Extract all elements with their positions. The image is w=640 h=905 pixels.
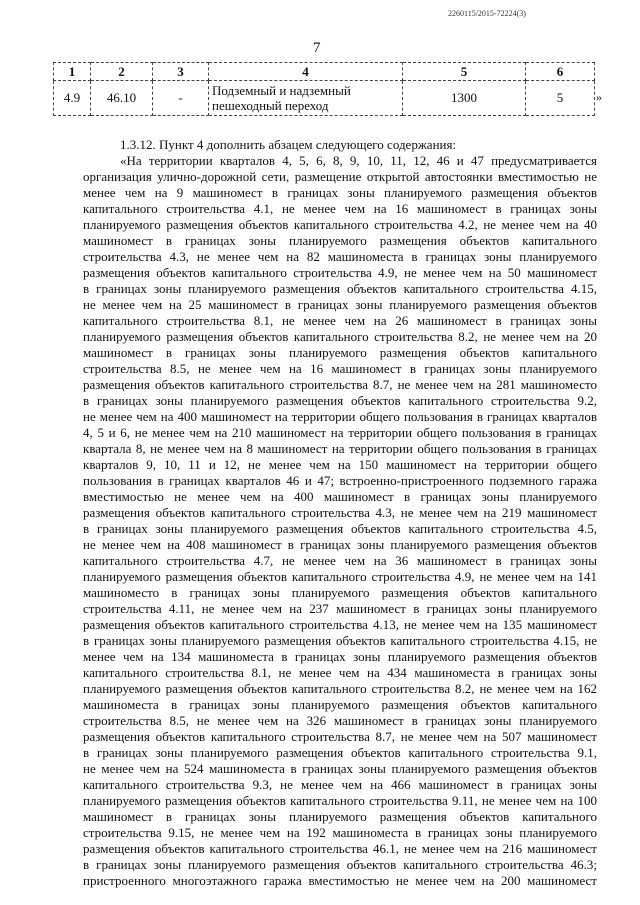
- text-line: менее чем на 9 машиномест в границах зоны планируемого размещения объектов: [83, 185, 597, 200]
- text-line: капитального строительства 4.1, не менее чем на 16 машиномест в границах зоны: [83, 201, 597, 216]
- text-line: кварталов 9, 10, 11 и 12, не менее чем на 150 машиномест на территории общего: [83, 457, 597, 472]
- text-line: строительства 4.3, не менее чем на 82 машиноместа в границах зоны планируемого: [83, 249, 597, 264]
- text-line: планируемого размещения объектов капитального строительства 4.9, не менее чем на 141: [83, 569, 597, 584]
- text-line: машиноместо в границах зоны планируемого размещения объектов капитального: [83, 585, 597, 600]
- text-line: не менее чем на 408 машиномест в границах зоны планируемого размещения объектов: [83, 537, 597, 552]
- text-line: строительства 9.15, не менее чем на 192 машиноместа в границах зоны планируемого: [83, 825, 597, 840]
- column-header: 3: [153, 63, 209, 81]
- text-line: в границах зоны планируемого размещения объектов капитального строительства 46.3;: [83, 857, 597, 872]
- document-id: 2260115/2015-72224(3): [448, 9, 526, 18]
- text-line: не менее чем на 25 машиномест в границах зоны планируемого размещения объектов: [83, 297, 597, 312]
- text-line: организация улично-дорожной сети, размещение открытой автостоянки вместимостью не: [83, 169, 597, 184]
- page-number: 7: [313, 40, 321, 56]
- text-line: размещения объектов капитального строительства 46.1, не менее чем на 216 машиномест: [83, 841, 597, 856]
- column-header: 1: [54, 63, 91, 81]
- table-cell: 4.9: [54, 81, 91, 116]
- table-cell: 1300: [403, 81, 526, 116]
- column-header: 5: [403, 63, 526, 81]
- text-line: планируемого размещения объектов капитального строительства 8.2, не менее чем на 20: [83, 329, 597, 344]
- text-line: в границах зоны планируемого размещения объектов капитального строительства 4.15,: [83, 281, 597, 296]
- closing-quote: »: [596, 90, 602, 104]
- text-line: размещения объектов капитального строительства 4.9, не менее чем на 50 машиномест: [83, 265, 597, 280]
- text-line: строительства 8.5, не менее чем на 16 машиномест в границах зоны планируемого: [83, 361, 597, 376]
- text-line: пристроенного многоэтажного гаража вместимостью не менее чем на 200 машиномест: [83, 873, 597, 888]
- table-cell: 5: [526, 81, 595, 116]
- column-header: 6: [526, 63, 595, 81]
- facilities-table: [53, 62, 595, 116]
- text-line: не менее чем на 524 машиноместа в границах зоны планируемого размещения объектов: [83, 761, 597, 776]
- text-line: капитального строительства 8.1, не менее чем на 26 машиномест в границах зоны: [83, 313, 597, 328]
- text-line: квартала 8, не менее чем на 8 машиномест на территории общего пользования в границах: [83, 441, 597, 456]
- text-line: не менее чем на 400 машиномест на территории общего пользования в границах кварталов: [83, 409, 597, 424]
- table-header-row: [54, 63, 595, 81]
- column-header: 2: [91, 63, 153, 81]
- text-line: в границах зоны планируемого размещения объектов капитального строительства 4.5,: [83, 521, 597, 536]
- text-line: размещения объектов капитального строительства 8.7, не менее чем на 507 машиномест: [83, 729, 597, 744]
- body-text: [83, 137, 597, 889]
- text-line: машиномест в границах зоны планируемого размещения объектов капитального: [83, 233, 597, 248]
- text-line: в границах зоны планируемого размещения объектов капитального строительства 9.2,: [83, 393, 597, 408]
- table-cell: Подземный и надземный пешеходный переход: [209, 81, 403, 116]
- text-line: планируемого размещения объектов капитального строительства 4.2, не менее чем на 40: [83, 217, 597, 232]
- text-line: капитального строительства 9.3, не менее чем на 466 машиномест в границах зоны: [83, 777, 597, 792]
- text-line: капитального строительства 8.1, не менее чем на 434 машиноместа в границах зоны: [83, 665, 597, 680]
- text-line: 4, 5 и 6, не менее чем на 210 машиномест на территории общего пользования в границах: [83, 425, 597, 440]
- text-line: вместимостью не менее чем на 400 машиномест в границах зоны планируемого: [83, 489, 597, 504]
- text-line: размещения объектов капитального строительства 4.3, не менее чем на 219 машиномест: [83, 505, 597, 520]
- text-line: планируемого размещения объектов капитального строительства 9.11, не менее чем на 100: [83, 793, 597, 808]
- text-line: размещения объектов капитального строительства 8.7, не менее чем на 281 машиноместо: [83, 377, 597, 392]
- text-line: пользования в границах кварталов 46 и 47; встроенно-пристроенного подземного гаража: [83, 473, 597, 488]
- table-cell: 46.10: [91, 81, 153, 116]
- text-line: 1.3.12. Пункт 4 дополнить абзацем следующего содержания:: [120, 137, 457, 152]
- text-line: машиномест в границах зоны планируемого размещения объектов капитального: [83, 345, 597, 360]
- text-line: машиномест в границах зоны планируемого размещения объектов капитального: [83, 809, 597, 824]
- table-row: [54, 81, 595, 116]
- text-line: планируемого размещения объектов капитального строительства 8.2, не менее чем на 162: [83, 681, 597, 696]
- text-line: машиноместа в границах зоны планируемого размещения объектов капитального: [83, 697, 597, 712]
- text-line: «На территории кварталов 4, 5, 6, 8, 9, 10, 11, 12, 46 и 47 предусматривается: [120, 153, 597, 168]
- text-line: в границах зоны планируемого размещения объектов капитального строительства 9.1,: [83, 745, 597, 760]
- text-line: капитального строительства 4.7, не менее чем на 36 машиномест в границах зоны: [83, 553, 597, 568]
- text-line: строительства 8.5, не менее чем на 326 машиномест в границах зоны планируемого: [83, 713, 597, 728]
- column-header: 4: [209, 63, 403, 81]
- text-line: в границах зоны планируемого размещения объектов капитального строительства 4.15, не: [83, 633, 597, 648]
- text-line: строительства 4.11, не менее чем на 237 машиномест в границах зоны планируемого: [83, 601, 597, 616]
- text-line: размещения объектов капитального строительства 4.13, не менее чем на 135 машиномест: [83, 617, 597, 632]
- table-cell: -: [153, 81, 209, 116]
- text-line: менее чем на 134 машиноместа в границах зоны планируемого размещения объектов: [83, 649, 597, 664]
